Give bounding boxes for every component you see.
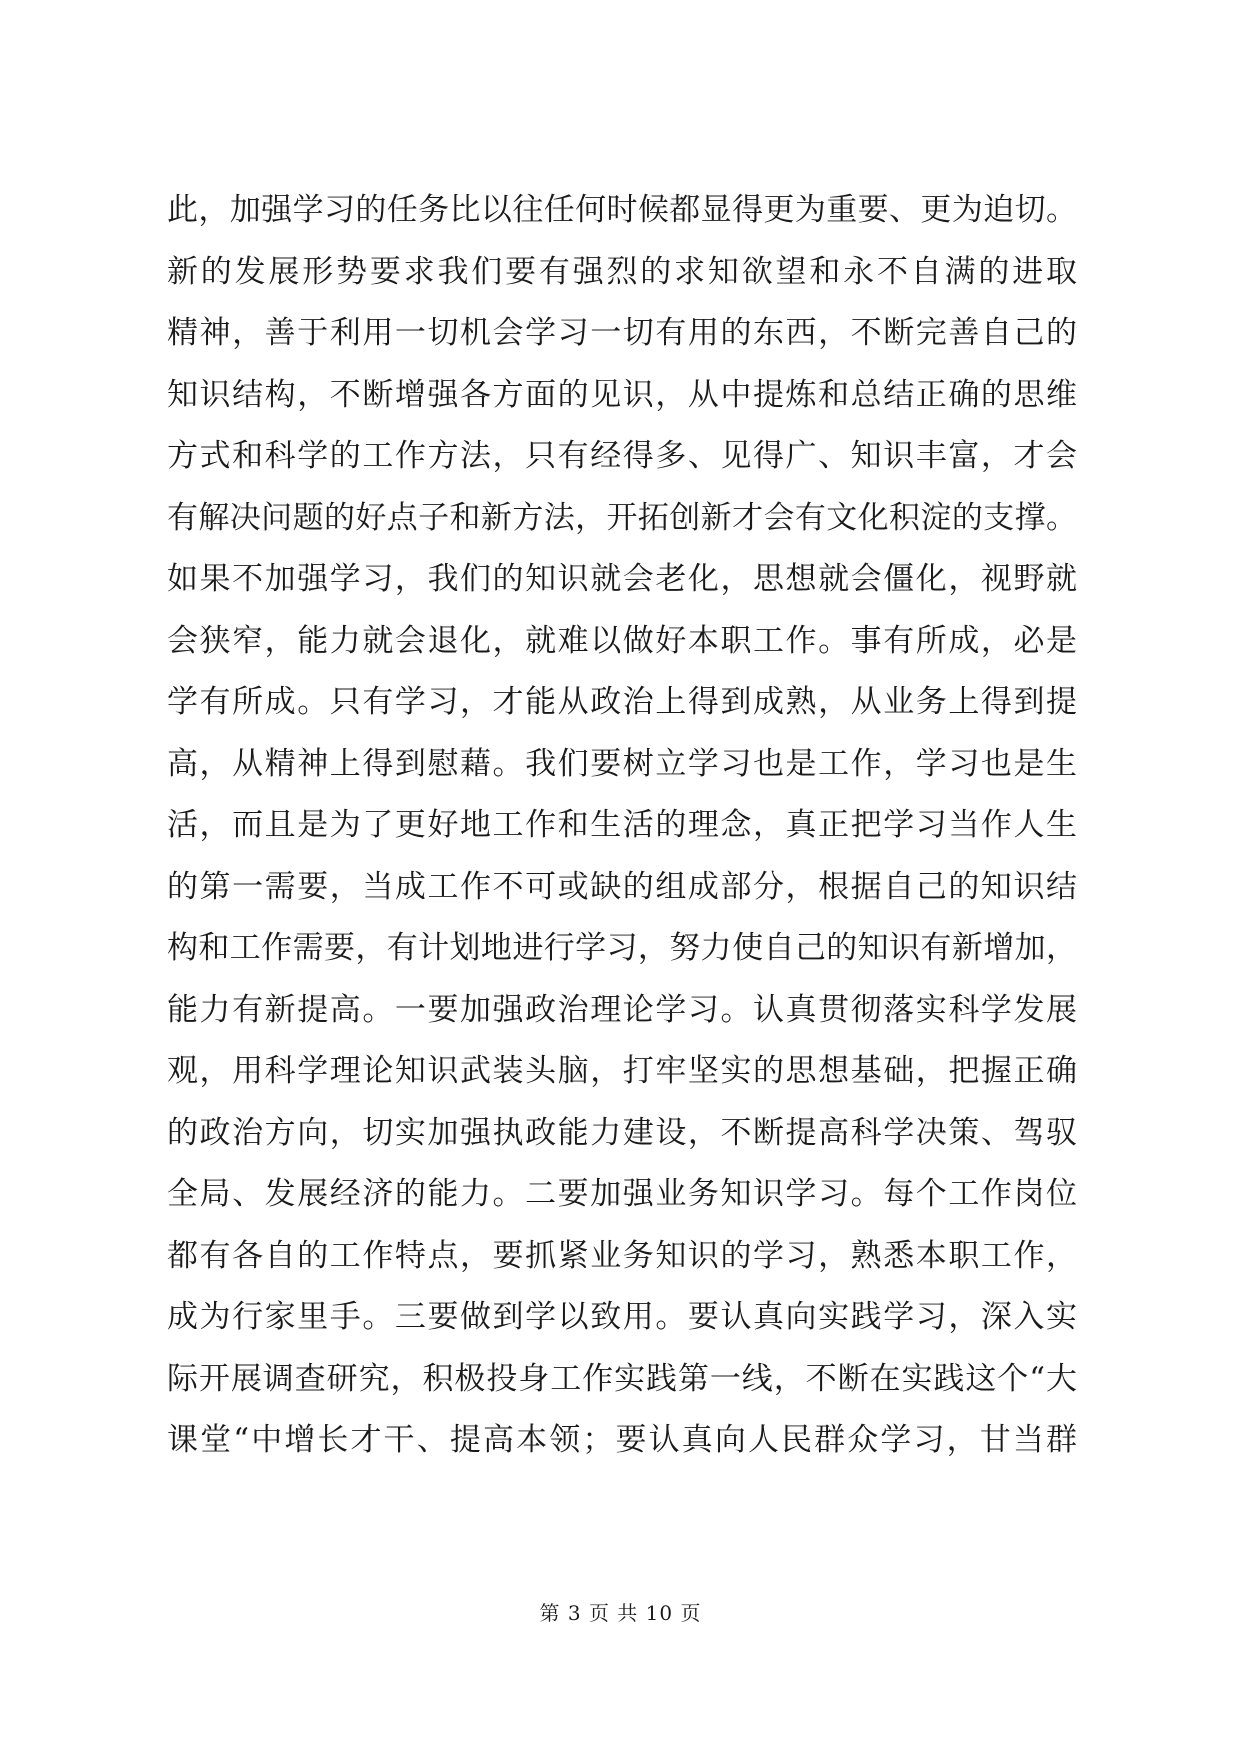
text-line: 活，而且是为了更好地工作和生活的理念，真正把学习当作人生: [167, 807, 1077, 843]
text-line: 全局、发展经济的能力。二要加强业务知识学习。每个工作岗位: [167, 1176, 1077, 1212]
text-line: 此，加强学习的任务比以往任何时候都显得更为重要、更为迫切。: [167, 192, 1077, 228]
text-line: 成为行家里手。三要做到学以致用。要认真向实践学习，深入实: [167, 1299, 1077, 1335]
text-line: 的第一需要，当成工作不可或缺的组成部分，根据自己的知识结: [167, 868, 1077, 905]
body-text: [167, 180, 1077, 1472]
page-footer: 第 3 页 共 10 页: [539, 1601, 702, 1625]
text-line: 学有所成。只有学习，才能从政治上得到成熟，从业务上得到提: [167, 684, 1077, 720]
text-line: 的政治方向，切实加强执政能力建设，不断提高科学决策、驾驭: [167, 1114, 1077, 1151]
text-line: 课堂“中增长才干、提高本领；要认真向人民群众学习，甘当群: [167, 1422, 1077, 1458]
text-line: 构和工作需要，有计划地进行学习，努力使自己的知识有新增加，: [167, 930, 1077, 966]
text-line: 精神，善于利用一切机会学习一切有用的东西，不断完善自己的: [167, 315, 1077, 351]
text-line: 新的发展形势要求我们要有强烈的求知欲望和永不自满的进取: [167, 253, 1077, 290]
text-line: 有解决问题的好点子和新方法，开拓创新才会有文化积淀的支撑。: [167, 499, 1077, 536]
text-line: 方式和科学的工作方法，只有经得多、见得广、知识丰富，才会: [167, 438, 1077, 474]
text-line: 观，用科学理论知识武装头脑，打牢坚实的思想基础，把握正确: [167, 1053, 1077, 1089]
text-line: 际开展调查研究，积极投身工作实践第一线，不断在实践这个“大: [167, 1360, 1077, 1397]
text-line: 知识结构，不断增强各方面的见识，从中提炼和总结正确的思维: [167, 376, 1077, 413]
text-line: 都有各自的工作特点，要抓紧业务知识的学习，熟悉本职工作，: [167, 1237, 1077, 1274]
text-line: 高，从精神上得到慰藉。我们要树立学习也是工作，学习也是生: [167, 745, 1077, 782]
text-line: 如果不加强学习，我们的知识就会老化，思想就会僵化，视野就: [167, 561, 1077, 597]
text-line: 会狭窄，能力就会退化，就难以做好本职工作。事有所成，必是: [167, 622, 1077, 659]
text-line: 能力有新提高。一要加强政治理论学习。认真贯彻落实科学发展: [167, 991, 1077, 1028]
